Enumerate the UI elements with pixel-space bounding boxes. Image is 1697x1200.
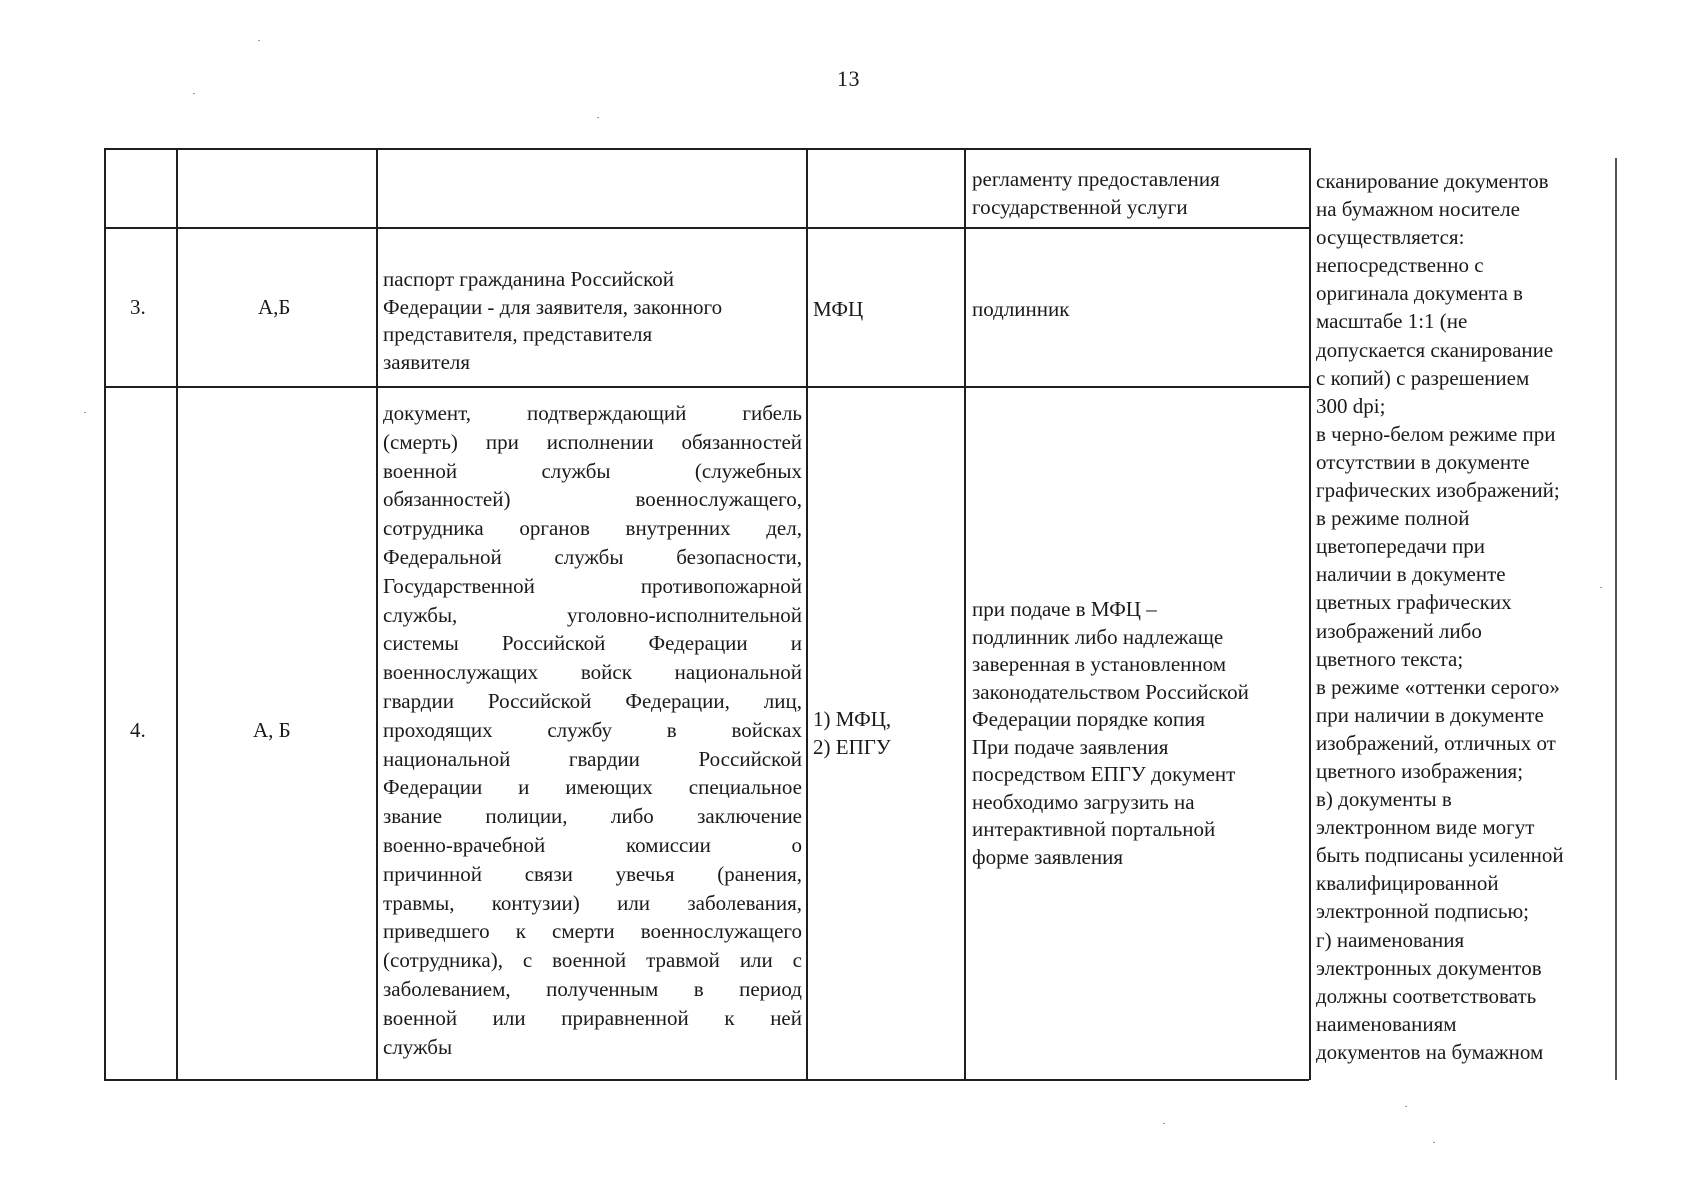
requirements-line: графических изображений; [1316,478,1560,503]
row4-document-line: Государственной противопожарной [383,573,802,598]
requirements-line: 300 dpi; [1316,393,1386,418]
row4-document-line: Федерации и имеющих специальное [383,775,802,800]
row3-document-line: Федерации - для заявителя, законного [383,294,723,319]
row4-form-line: подлинник либо надлежаще [972,624,1224,649]
row4-document-line: травмы, контузии) или заболевания, [383,890,802,915]
row4-document-line: сотрудника органов внутренних дел, [383,516,802,541]
row4-document-line: (сотрудника), с военной травмой или с [383,948,802,973]
row4-document-line: звание полиции, либо заключение [383,804,802,829]
requirements-line: г) наименования [1316,927,1465,952]
row4-where-line: 1) МФЦ, [813,707,892,731]
row4-document-line: службы, уголовно-исполнительной [383,602,802,627]
row4-document-line: военной или приравненной к ней [383,1005,802,1030]
requirements-line: в) документы в [1316,787,1452,812]
row4-document-line: причинной связи увечья (ранения, [383,861,802,886]
col-border-5 [1309,148,1311,1080]
requirements-line: должны соответствовать [1316,983,1537,1008]
col-border-1 [176,148,178,1080]
row3-category: А,Б [258,295,291,319]
row4-form-line: При подаче заявления [972,734,1169,759]
requirements-line: в режиме полной [1316,506,1470,531]
row4-document-cell [383,399,802,1061]
requirements-line: изображений, отличных от [1316,730,1556,755]
row4-form-line: интерактивной портальной [972,817,1216,841]
requirements-line: на бумажном носителе [1316,197,1520,222]
scan-speck [1163,1123,1165,1124]
row4-form-cell [972,596,1308,871]
row4-document-line: заболеванием, полученным в период [383,976,802,1001]
requirements-line: цветного изображения; [1316,758,1524,783]
requirements-line: осуществляется: [1316,225,1465,250]
row3-document-cell [383,266,803,376]
requirements-line: документов на бумажном [1316,1039,1544,1064]
requirements-line: в режиме «оттенки серого» [1316,674,1560,699]
table-bottom-border [104,1079,1309,1081]
col-border-0 [104,148,106,1080]
row4-category: А, Б [253,718,291,742]
row3-document-line: представителя, представителя [383,322,653,346]
requirements-cell [1316,167,1614,1066]
requirements-line: квалифицированной [1316,871,1499,896]
row4-document-line: (смерть) при исполнении обязанностей [383,429,802,454]
row3-where: МФЦ [813,297,864,321]
row4-form-line: посредством ЕПГУ документ [972,762,1236,786]
scan-speck [1433,1142,1435,1143]
row4-form-line: форме заявления [972,844,1123,869]
scan-speck [258,40,260,41]
row3-form: подлинник [972,297,1070,321]
requirements-line: сканирование документов [1316,169,1549,193]
row4-document-line: национальной гвардии Российской [383,746,802,771]
requirements-line: цветных графических [1316,590,1512,615]
row3-document-line: заявителя [383,349,471,374]
requirements-line: допускается сканирование [1316,337,1554,362]
row-divider-2 [104,386,1309,388]
scan-speck [597,117,599,118]
requirements-line: оригинала документа в [1316,281,1523,306]
row4-where-line: 2) ЕПГУ [813,734,891,759]
requirements-line: при наличии в документе [1316,702,1544,727]
row4-document-line: военно-врачебной комиссии о [383,832,802,857]
row4-document-line: гвардии Российской Федерации, лиц, [383,688,802,713]
row4-document-line: службы [383,1034,453,1059]
scan-speck [193,93,195,94]
row4-form-line: законодательством Российской [972,679,1249,704]
row4-document-line: проходящих службу в войсках [383,717,802,742]
page-number: 13 [837,66,860,91]
row4-document-line: Федеральной службы безопасности, [383,544,802,569]
scan-speck [1405,1106,1407,1107]
table-top-border [104,148,1309,150]
requirements-line: с копий) с разрешением [1316,365,1530,390]
requirements-line: цветопередачи при [1316,534,1486,559]
col-border-6 [1615,158,1617,1080]
row4-document-line: документ, подтверждающий гибель [383,401,802,425]
requirements-line: электронной подписью; [1316,899,1529,924]
requirements-line: наличии в документе [1316,562,1506,587]
requirements-line: в черно-белом режиме при [1316,421,1556,446]
row4-form-line: заверенная в установленном [972,652,1227,676]
requirements-line: электронных документов [1316,955,1542,980]
row4-document-line: системы Российской Федерации и [383,631,802,656]
requirements-line: электронном виде могут [1316,815,1535,840]
row4-form-line: Федерации порядке копия [972,707,1206,731]
row4-form-line: при подаче в МФЦ – [972,597,1157,621]
row0-form-line: государственной услуги [972,194,1188,219]
row4-document-line: приведшего к смерти военнослужащего [383,919,802,944]
row-divider-1 [104,227,1309,229]
scan-speck [1600,587,1602,588]
col-border-3 [806,148,808,1080]
row0-form-line: регламенту предоставления [972,167,1220,191]
requirements-line: масштабе 1:1 (не [1316,309,1468,334]
requirements-line: цветного текста; [1316,646,1464,671]
requirements-line: изображений либо [1316,618,1482,643]
col-border-2 [376,148,378,1080]
col-border-4 [964,148,966,1080]
row4-num: 4. [130,718,146,742]
requirements-line: непосредственно с [1316,253,1484,278]
row0-form-cell [972,166,1308,221]
scan-speck [84,412,86,413]
row4-where-cell [813,706,891,761]
row3-document-line: паспорт гражданина Российской [383,267,674,291]
requirements-line: отсутствии в документе [1316,449,1530,474]
row4-document-line: военнослужащих войск национальной [383,660,802,685]
row3-num: 3. [130,295,146,319]
row4-form-line: необходимо загрузить на [972,789,1195,814]
requirements-line: быть подписаны усиленной [1316,843,1564,868]
requirements-line: наименованиям [1316,1011,1457,1036]
row4-document-line: военной службы (служебных [383,458,802,483]
row4-document-line: обязанностей) военнослужащего, [383,487,802,512]
